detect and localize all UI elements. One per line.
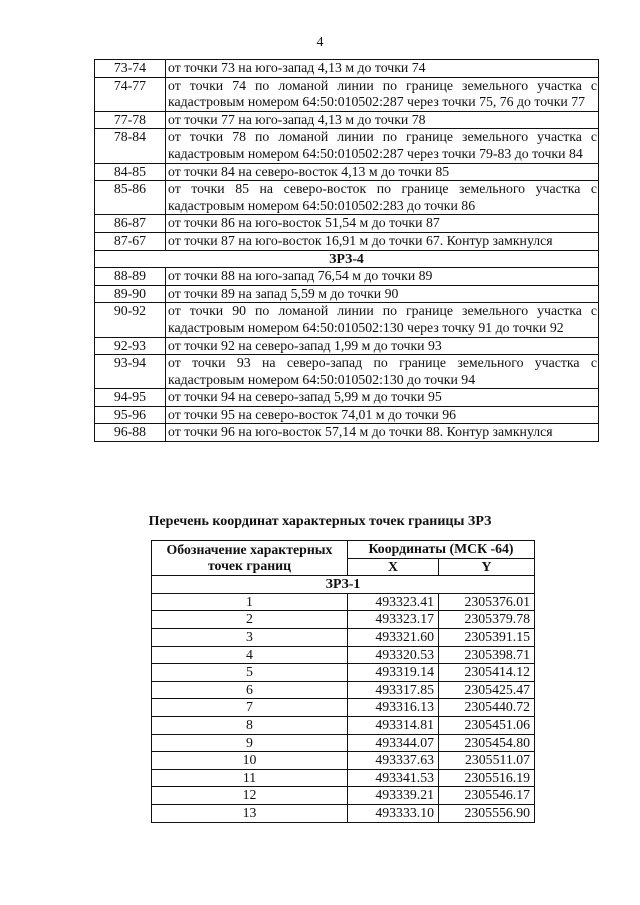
table-row: [152, 752, 535, 770]
coordinate-y: 2305451.06: [439, 716, 535, 734]
segment-code: 96-88: [95, 424, 166, 442]
segment-code: 78-84: [95, 129, 166, 163]
table-row: [95, 60, 599, 78]
segment-code: 74-77: [95, 77, 166, 111]
segment-description: от точки 95 на северо-восток 74,01 м до точки 96: [166, 406, 599, 424]
segment-code: 77-78: [95, 111, 166, 129]
segment-description: от точки 92 на северо-запад 1,99 м до точки 93: [166, 337, 599, 355]
table-row: [152, 787, 535, 805]
segment-description: от точки 74 по ломаной линии по границе земельного участка с кадастровым номером 64:50:010502:287 через точки 75, 76 до точки 77: [166, 77, 599, 111]
table-row: [95, 77, 599, 111]
table-row: [152, 716, 535, 734]
table-row: [95, 129, 599, 163]
point-number: 3: [152, 628, 348, 646]
segment-description: от точки 84 на северо-восток 4,13 м до точки 85: [166, 163, 599, 181]
table-row: [95, 268, 599, 286]
table-row: [95, 181, 599, 215]
coordinate-y: 2305379.78: [439, 611, 535, 629]
coordinate-y: 2305391.15: [439, 628, 535, 646]
table-row: [95, 337, 599, 355]
coordinate-y: 2305425.47: [439, 681, 535, 699]
segment-code: 84-85: [95, 163, 166, 181]
segment-code: 73-74: [95, 60, 166, 78]
table-row: [152, 611, 535, 629]
coordinate-x: 493341.53: [348, 769, 439, 787]
table-row: [152, 769, 535, 787]
coordinate-y: 2305376.01: [439, 593, 535, 611]
table-row: [95, 389, 599, 407]
coordinate-x: 493320.53: [348, 646, 439, 664]
header-y: Y: [439, 558, 535, 576]
point-number: 5: [152, 664, 348, 682]
header-coordinates: Координаты (МСК -64): [348, 541, 535, 559]
table-row: [152, 664, 535, 682]
segment-description: от точки 89 на запад 5,59 м до точки 90: [166, 285, 599, 303]
table-row: [95, 355, 599, 389]
point-number: 10: [152, 752, 348, 770]
coordinates-table-body: [152, 576, 535, 822]
point-number: 6: [152, 681, 348, 699]
coordinate-x: 493333.10: [348, 804, 439, 822]
table-row: [152, 734, 535, 752]
table-row: [95, 232, 599, 250]
segment-description: от точки 86 на юго-восток 51,54 м до точки 87: [166, 215, 599, 233]
coordinate-x: 493314.81: [348, 716, 439, 734]
segment-description: от точки 93 на северо-запад по границе земельного участка с кадастровым номером 64:50:010502:130 до точки 94: [166, 355, 599, 389]
segment-code: 94-95: [95, 389, 166, 407]
segment-description: от точки 73 на юго-запад 4,13 м до точки 74: [166, 60, 599, 78]
table-row: [152, 646, 535, 664]
coordinate-y: 2305414.12: [439, 664, 535, 682]
point-number: 8: [152, 716, 348, 734]
table-row: [152, 699, 535, 717]
segment-code: 87-67: [95, 232, 166, 250]
segment-code: 95-96: [95, 406, 166, 424]
segment-description: от точки 77 на юго-запад 4,13 м до точки 78: [166, 111, 599, 129]
segment-code: 86-87: [95, 215, 166, 233]
segment-description: от точки 87 на юго-восток 16,91 м до точки 67. Контур замкнулся: [166, 232, 599, 250]
boundary-description-body: [95, 60, 599, 442]
coordinates-list-title: Перечень координат характерных точек границы ЗРЗ: [148, 514, 492, 529]
table-row: [152, 681, 535, 699]
coordinate-y: 2305556.90: [439, 804, 535, 822]
segment-description: от точки 78 по ломаной линии по границе земельного участка с кадастровым номером 64:50:010502:287 через точки 79-83 до точки 84: [166, 129, 599, 163]
point-number: 11: [152, 769, 348, 787]
table-row: [95, 406, 599, 424]
point-number: 2: [152, 611, 348, 629]
coordinate-x: 493316.13: [348, 699, 439, 717]
segment-code: 90-92: [95, 303, 166, 337]
coordinate-x: 493321.60: [348, 628, 439, 646]
point-number: 4: [152, 646, 348, 664]
page-number: 4: [316, 35, 324, 50]
segment-code: 93-94: [95, 355, 166, 389]
table-row: [95, 424, 599, 442]
table-row: [95, 163, 599, 181]
coordinate-y: 2305454.80: [439, 734, 535, 752]
segment-code: 92-93: [95, 337, 166, 355]
segment-description: от точки 88 на юго-запад 76,54 м до точки 89: [166, 268, 599, 286]
segment-code: 89-90: [95, 285, 166, 303]
table-row: [95, 215, 599, 233]
segment-code: 85-86: [95, 181, 166, 215]
coordinate-y: 2305546.17: [439, 787, 535, 805]
point-number: 9: [152, 734, 348, 752]
coordinates-section-row: ЗРЗ-1: [152, 576, 535, 594]
coordinate-x: 493323.41: [348, 593, 439, 611]
header-points: Обозначение характерных точек границ: [152, 541, 348, 576]
table-row: [95, 285, 599, 303]
coordinate-y: 2305511.07: [439, 752, 535, 770]
segment-description: от точки 85 на северо-восток по границе земельного участка с кадастровым номером 64:50:010502:283 до точки 86: [166, 181, 599, 215]
boundary-description-table: [94, 59, 599, 442]
coordinate-y: 2305398.71: [439, 646, 535, 664]
point-number: 12: [152, 787, 348, 805]
table-row: [152, 593, 535, 611]
coordinates-table: [151, 540, 535, 823]
coordinate-x: 493317.85: [348, 681, 439, 699]
segment-description: от точки 96 на юго-восток 57,14 м до точки 88. Контур замкнулся: [166, 424, 599, 442]
table-row: [95, 303, 599, 337]
coordinate-x: 493339.21: [348, 787, 439, 805]
coordinate-x: 493323.17: [348, 611, 439, 629]
table-row: [95, 111, 599, 129]
coordinate-x: 493337.63: [348, 752, 439, 770]
section-label: ЗРЗ-4: [95, 250, 599, 268]
coordinate-y: 2305516.19: [439, 769, 535, 787]
section-row: [95, 250, 599, 268]
table-row: [152, 804, 535, 822]
segment-description: от точки 94 на северо-запад 5,99 м до точки 95: [166, 389, 599, 407]
point-number: 1: [152, 593, 348, 611]
segment-code: 88-89: [95, 268, 166, 286]
coordinates-table-header: [152, 541, 535, 576]
coordinate-y: 2305440.72: [439, 699, 535, 717]
point-number: 13: [152, 804, 348, 822]
coordinate-x: 493319.14: [348, 664, 439, 682]
coordinate-x: 493344.07: [348, 734, 439, 752]
header-x: X: [348, 558, 439, 576]
table-row: [152, 628, 535, 646]
segment-description: от точки 90 по ломаной линии по границе земельного участка с кадастровым номером 64:50:010502:130 через точку 91 до точки 92: [166, 303, 599, 337]
point-number: 7: [152, 699, 348, 717]
